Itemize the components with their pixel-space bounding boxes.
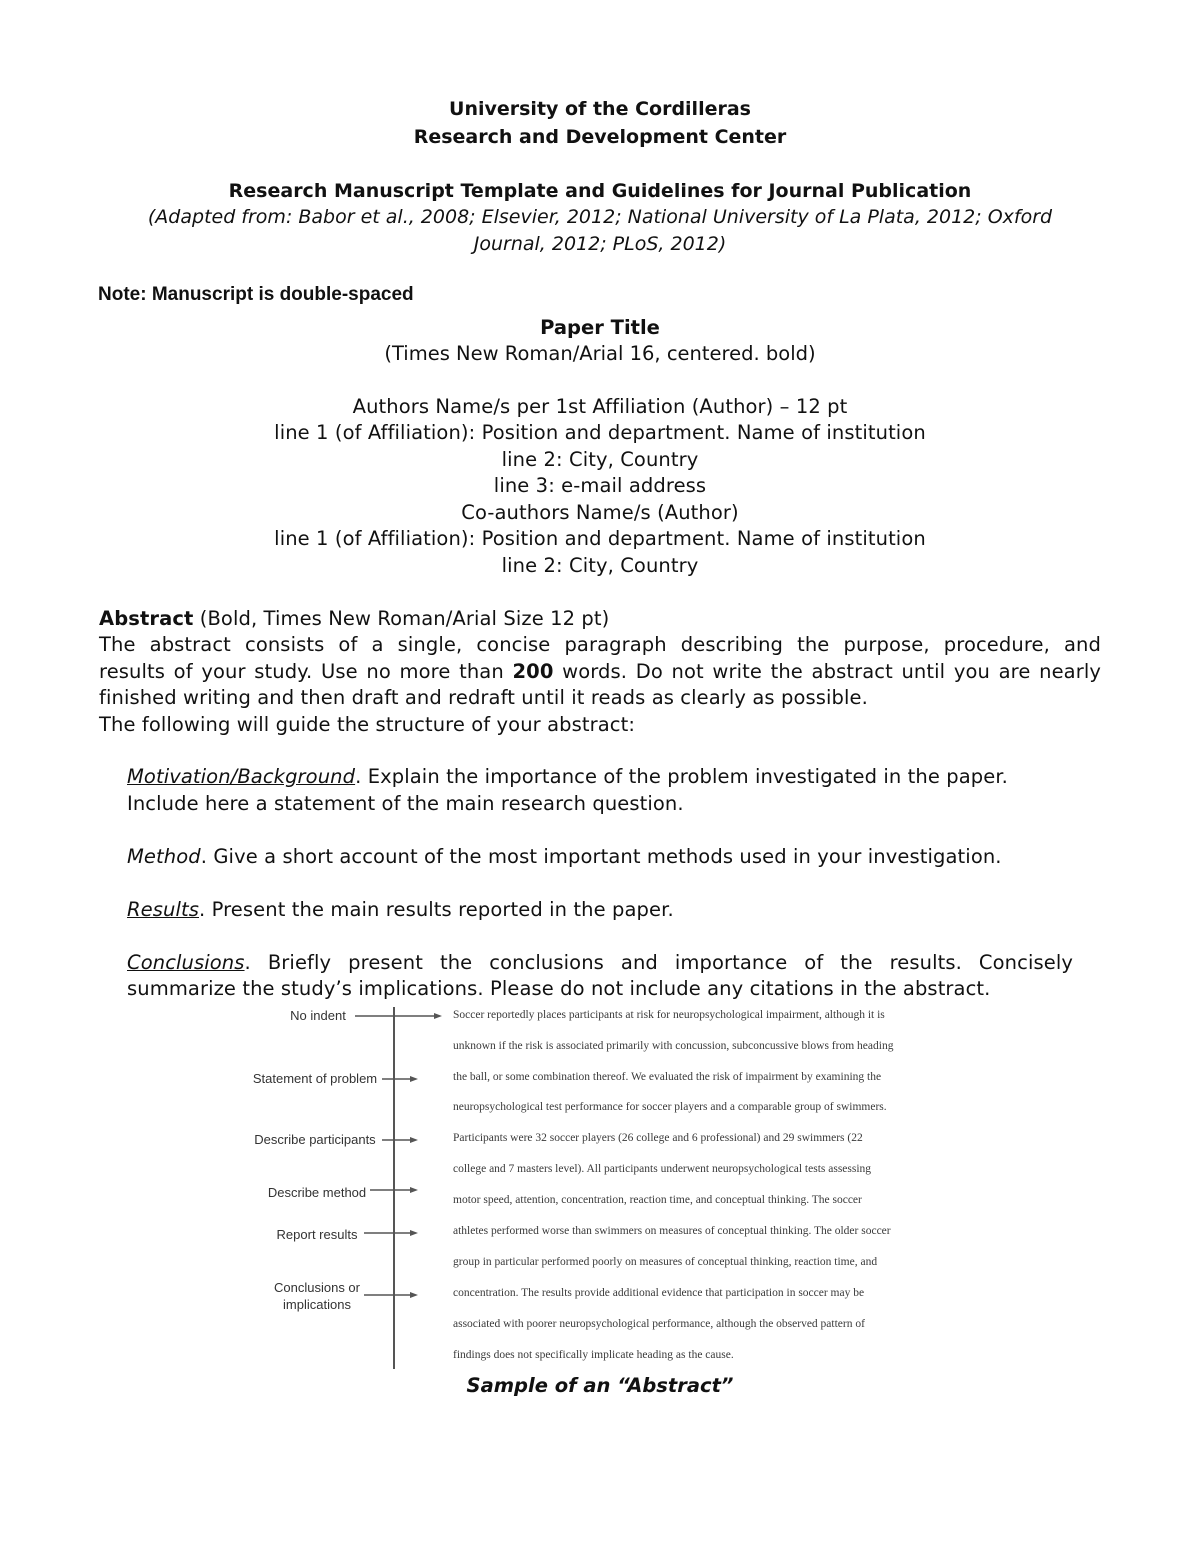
arrowhead-no-indent — [434, 1013, 442, 1019]
sample-line: the ball, or some combination thereof. We evaluated the risk of impairment by examining the — [453, 1071, 882, 1083]
conclusions-line-1 — [127, 951, 1073, 974]
results-text: . Present the main results reported in the paper. — [199, 898, 674, 921]
arrowhead-results — [410, 1230, 418, 1236]
sample-line: unknown if the risk is associated primarily with concussion, subconcussive blows from heading — [453, 1040, 894, 1052]
authors-line: Authors Name/s per 1st Affiliation (Author) – 12 pt — [352, 395, 848, 418]
abstract-guide-line: The following will guide the structure of your abstract: — [99, 713, 636, 736]
arrowhead-conclusions — [410, 1292, 418, 1298]
abstract-para-line-1: The abstract consists of a single, concise paragraph describing the purpose, procedure, and — [99, 633, 1101, 656]
paper-title-label: Paper Title — [540, 316, 660, 339]
results-line — [127, 898, 674, 921]
label-describe-participants: Describe participants — [254, 1132, 376, 1147]
abstract-para-line-3: finished writing and then draft and redraft until it reads as clearly as possible. — [99, 686, 868, 709]
arrowhead-statement — [410, 1076, 418, 1082]
sample-line: Soccer reportedly places participants at risk for neuropsychological impairment, although it is — [453, 1009, 885, 1021]
sample-line: findings does not specifically implicate heading as the cause. — [453, 1349, 734, 1361]
results-term: Results — [127, 898, 199, 921]
word-limit: 200 — [512, 660, 554, 683]
coauthor-affiliation-line-2: line 2: City, Country — [501, 554, 699, 577]
label-conclusions-1: Conclusions or — [274, 1280, 360, 1295]
label-statement-of-problem: Statement of problem — [252, 1071, 378, 1086]
sample-line: concentration. The results provide additional evidence that participation in soccer may be — [453, 1287, 865, 1299]
template-title: Research Manuscript Template and Guidelines for Journal Publication — [228, 180, 972, 202]
sample-line: neuropsychological test performance for soccer players and a comparable group of swimmers. — [453, 1101, 887, 1113]
university-name: University of the Cordilleras — [449, 98, 751, 120]
motivation-line-2: Include here a statement of the main research question. — [127, 792, 684, 815]
center-name: Research and Development Center — [413, 126, 787, 148]
coauthors-line: Co-authors Name/s (Author) — [461, 501, 739, 524]
adapted-from-line-1: (Adapted from: Babor et al., 2008; Elsevier, 2012; National University of La Plata, 2012; Oxford — [147, 206, 1053, 228]
sample-line: Participants were 32 soccer players (26 college and 6 professional) and 29 swimmers (22 — [453, 1132, 863, 1144]
affiliation-line-1: line 1 (of Affiliation): Position and department. Name of institution — [274, 421, 926, 444]
adapted-from-line-2: Journal, 2012; PLoS, 2012) — [473, 233, 727, 255]
manuscript-note: Note: Manuscript is double-spaced — [98, 284, 414, 305]
motivation-line-1 — [127, 765, 1008, 788]
abstract-heading-line — [99, 607, 609, 630]
arrowhead-participants — [410, 1137, 418, 1143]
motivation-text-1: . Explain the importance of the problem investigated in the paper. — [355, 765, 1008, 788]
affiliation-line-2: line 2: City, Country — [501, 448, 699, 471]
label-no-indent: No indent — [290, 1008, 346, 1023]
method-line — [127, 845, 1002, 868]
method-text: . Give a short account of the most important methods used in your investigation. — [200, 845, 1002, 868]
conclusions-term: Conclusions — [127, 951, 245, 974]
label-report-results: Report results — [276, 1227, 358, 1242]
abstract-heading: Abstract — [99, 607, 194, 630]
sample-line: college and 7 masters level). All participants underwent neuropsychological tests assessing — [453, 1163, 872, 1175]
coauthor-affiliation-line-1: line 1 (of Affiliation): Position and department. Name of institution — [274, 527, 926, 550]
abstract-heading-spec: (Bold, Times New Roman/Arial Size 12 pt) — [193, 607, 610, 630]
abstract-para-line-2 — [99, 660, 1101, 683]
arrowhead-method — [410, 1187, 418, 1193]
abstract-para-line-2-post: words. Do not write the abstract until you are nearly — [553, 660, 1101, 683]
affiliation-line-3: line 3: e-mail address — [493, 474, 707, 497]
method-term: Method — [127, 845, 201, 868]
sample-line: athletes performed worse than swimmers on measures of conceptual thinking. The older soccer — [453, 1225, 891, 1237]
sample-line: motor speed, attention, concentration, reaction time, and conceptual thinking. The soccer — [453, 1194, 862, 1206]
conclusions-text-1: . Briefly present the conclusions and importance of the results. Concisely — [244, 951, 1073, 974]
abstract-para-line-2-pre: results of your study. Use no more than — [99, 660, 513, 683]
conclusions-line-2: summarize the study’s implications. Please do not include any citations in the abstract. — [127, 977, 991, 1000]
sample-line: group in particular performed poorly on measures of conceptual thinking, reaction time, and — [453, 1256, 878, 1268]
figure-caption: Sample of an “Abstract” — [466, 1374, 734, 1397]
label-describe-method: Describe method — [267, 1185, 367, 1200]
paper-title-spec: (Times New Roman/Arial 16, centered. bold) — [384, 342, 816, 365]
motivation-term: Motivation/Background — [127, 765, 356, 788]
sample-abstract-figure — [240, 1005, 940, 1373]
label-conclusions-2: implications — [283, 1297, 351, 1312]
sample-line: associated with poorer neuropsychological performance, although the observed pattern of — [453, 1318, 865, 1330]
